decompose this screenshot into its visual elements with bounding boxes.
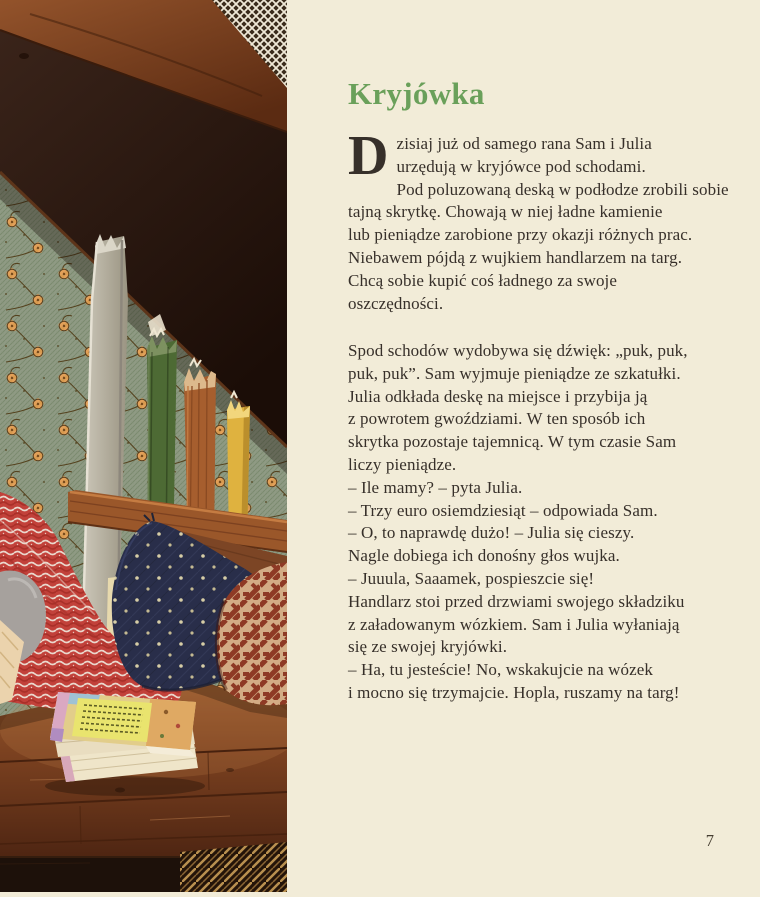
story-column <box>348 0 740 892</box>
story-paragraph-2 <box>348 340 688 705</box>
hideout-photo-art <box>0 0 287 892</box>
chapter-title: Kryjówka <box>348 76 485 111</box>
hideout-photo <box>0 0 287 892</box>
drop-cap: D <box>348 125 389 187</box>
story-paragraph-1 <box>348 125 729 315</box>
page-number: 7 <box>705 831 714 850</box>
paragraph-2-text: Spod schodów wydobywa się dźwięk: „puk, puk, puk, puk”. Sam wyjmuje pieniądze ze szkatułki. Julia odkłada deskę na miejsce i przybija ją z powrotem gwoździami. W ten sposób ich skrytka pozostaje tajemnicą. W tym czasie Sam liczy pieniądze. – Ile mamy? – pyta Julia. – Trzy euro osiemdziesiąt – odpowiada Sam. – O, to naprawdę dużo! – Julia się cieszy. Nagle dobiega ich donośny głos wujka. – Juuula, Saaamek, pospieszcie się! Handlarz stoi przed drzwiami swojego składziku z załadowanym wózkiem. Sam i Julia wyłaniają się ze swojej kryjówki. – Ha, tu jesteście! No, wskakujcie na wózek i mocno się trzymajcie. Hopla, ruszamy na targ! <box>348 341 688 702</box>
paragraph-1-text: zisiaj już od samego rana Sam i Julia urzędują w kryjówce pod schodami. Pod poluzowaną deską w podłodze zrobili sobie tajną skrytkę. Chowają w niej ładne kamienie lub pieniądze zarobione przy okazji różnych prac. Niebawem pójdą z wujkiem handlarzem na targ. Chcą sobie kupić coś ładnego za swoje oszczędności. <box>348 134 729 313</box>
mini-books <box>45 692 205 796</box>
